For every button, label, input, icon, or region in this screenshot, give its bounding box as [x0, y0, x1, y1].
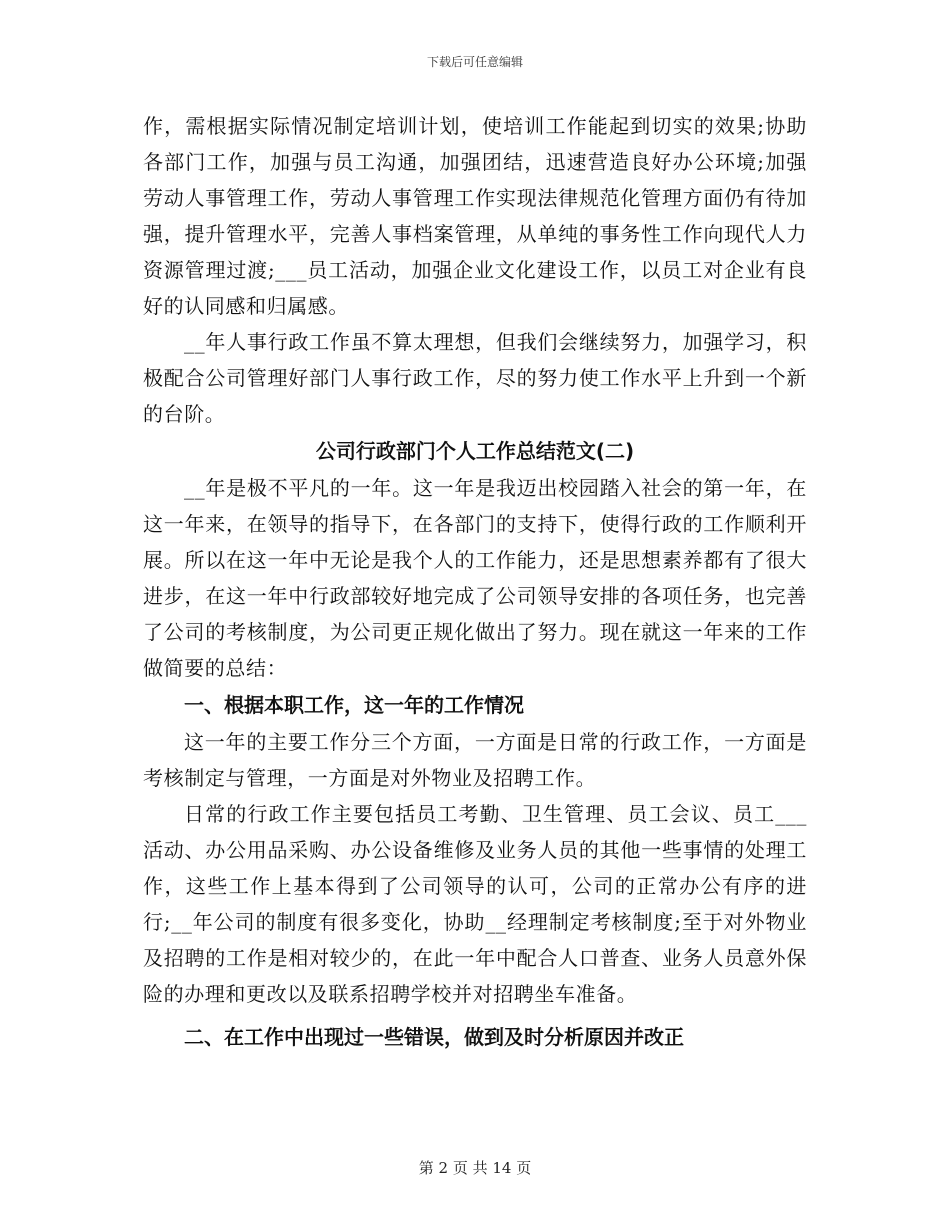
paragraph-2: __年人事行政工作虽不算太理想，但我们会继续努力，加强学习，积极配合公司管理好部门人事行政工作，尽的努力使工作水平上升到一个新的台阶。: [143, 330, 807, 426]
paragraph-5: 日常的行政工作主要包括员工考勤、卫生管理、员工会议、员工___活动、办公用品采购、办公设备维修及业务人员的其他一些事情的处理工作，这些工作上基本得到了公司领导的认可，公司的正常办公有序的进行;__年公司的制度有很多变化，协助__经理制定考核制度;至于对外物业及招聘的工作是相对较少的，在此一年中配合人口普查、业务人员意外保险的办理和更改以及联系招聘学校并对招聘坐车准备。: [143, 802, 807, 1006]
page-footer: 第 2 页 共 14 页: [418, 1159, 532, 1177]
paragraph-3: __年是极不平凡的一年。这一年是我迈出校园踏入社会的第一年，在这一年来，在领导的指导下，在各部门的支持下，使得行政的工作顺利开展。所以在这一年中无论是我个人的工作能力，还是思想素养都有了很大进步，在这一年中行政部较好地完成了公司领导安排的各项任务，也完善了公司的考核制度，为公司更正规化做出了努力。现在就这一年来的工作做简要的总结：: [143, 476, 807, 680]
page-header: 下载后可任意编辑: [426, 55, 523, 69]
heading-1: 一、根据本职工作，这一年的工作情况: [184, 693, 524, 717]
section-title: 公司行政部门个人工作总结范文(二): [315, 439, 635, 463]
heading-2: 二、在工作中出现过一些错误，做到及时分析原因并改正: [184, 1025, 684, 1049]
paragraph-4: 这一年的主要工作分三个方面，一方面是日常的行政工作，一方面是考核制定与管理，一方面是对外物业及招聘工作。: [143, 730, 807, 790]
document-body: [143, 108, 807, 1056]
paragraph-1: 作，需根据实际情况制定培训计划，使培训工作能起到切实的效果;协助各部门工作，加强与员工沟通，加强团结，迅速营造良好办公环境;加强劳动人事管理工作，劳动人事管理工作实现法律规范化管理方面仍有待加强，提升管理水平，完善人事档案管理，从单纯的事务性工作向现代人力资源管理过渡;___员工活动，加强企业文化建设工作，以员工对企业有良好的认同感和归属感。: [143, 114, 807, 318]
